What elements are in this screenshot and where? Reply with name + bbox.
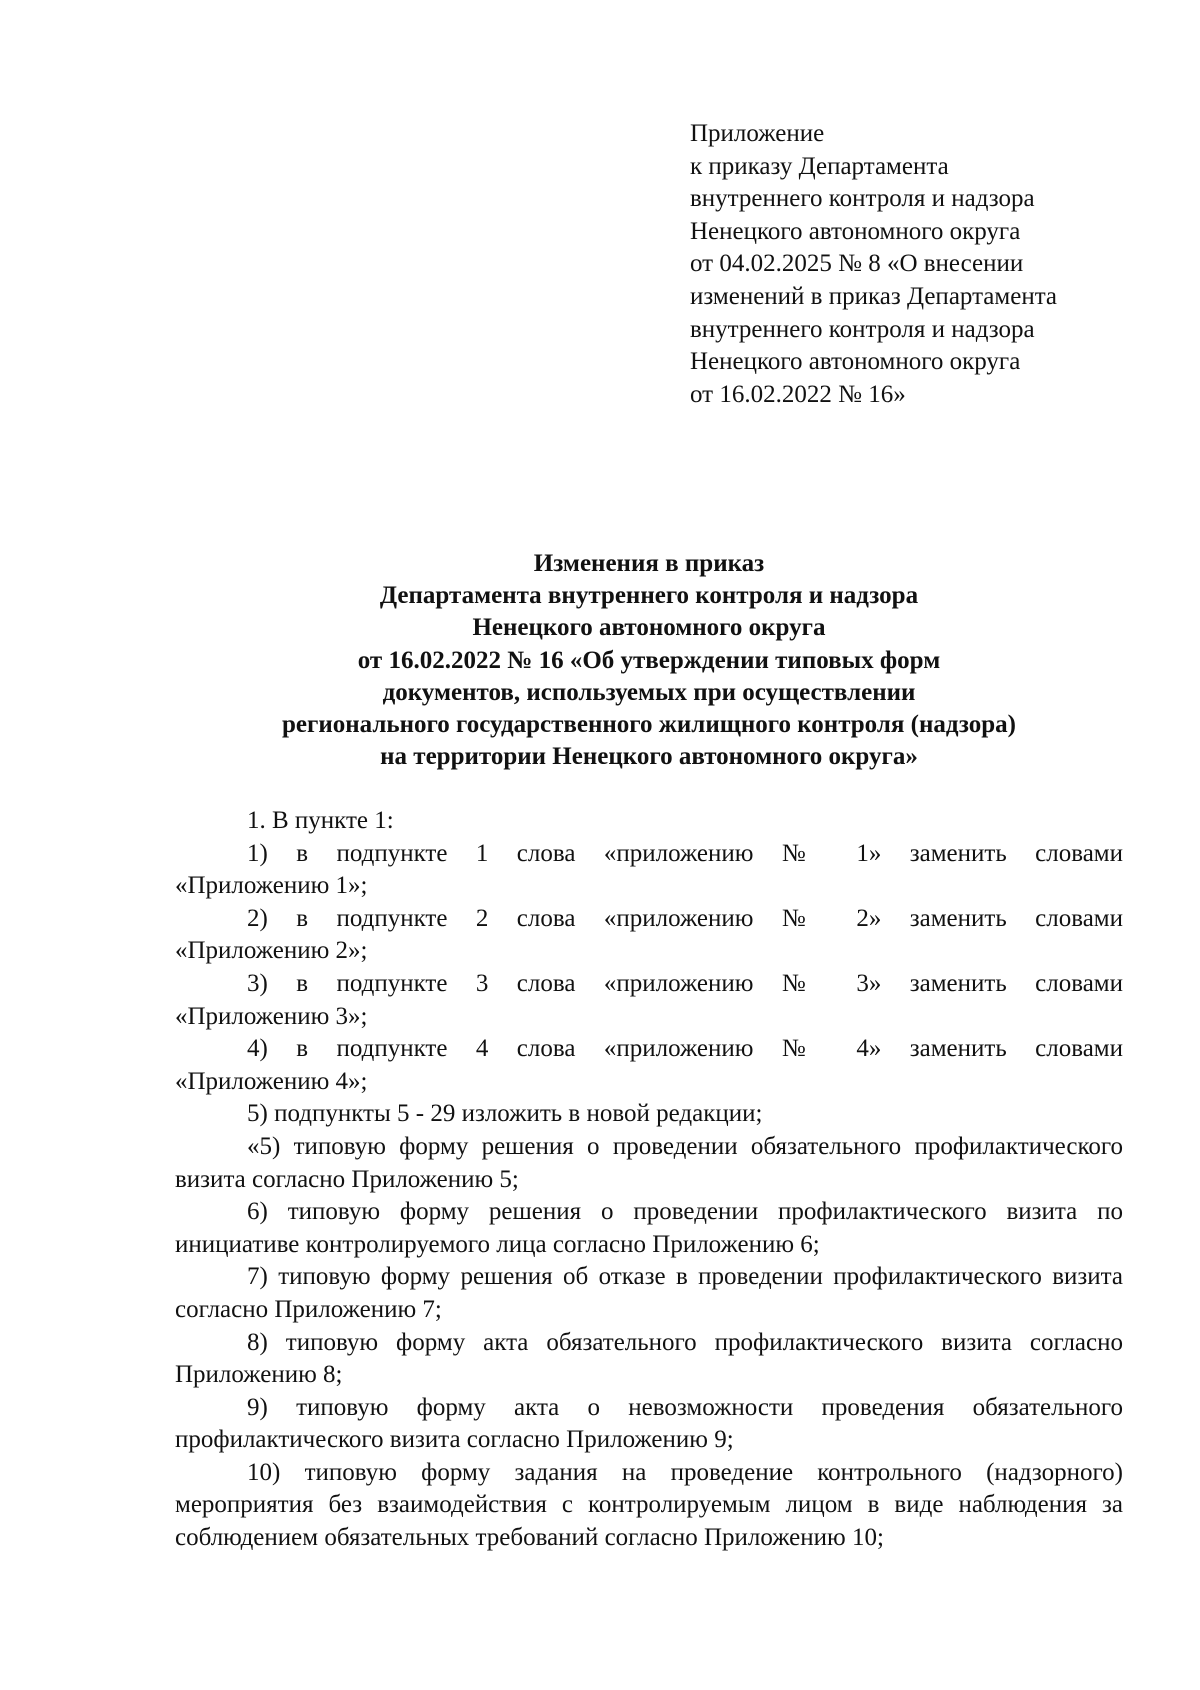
subpoint-4-line: 4) в подпункте 4 слова «приложению № 4» заменить словами (247, 1035, 1123, 1063)
appendix-line: от 16.02.2022 № 16» (690, 380, 906, 408)
subpoint-1-line: 1) в подпункте 1 слова «приложению № 1» заменить словами (247, 839, 1123, 867)
list-item-9: 9) типовую форму акта о невозможности проведения обязательного профилактического визита согласно Приложению 9; (175, 1393, 1123, 1454)
appendix-line: к приказу Департамента (690, 152, 949, 180)
subpoint-3-continuation: «Приложению 3»; (175, 1002, 368, 1030)
title-line: документов, используемых при осуществлении (382, 678, 916, 706)
document-body (175, 805, 1123, 1555)
point-1: 1. В пункте 1: (247, 807, 394, 834)
appendix-line: Приложение (690, 120, 825, 147)
appendix-line: от 04.02.2025 № 8 «О внесении (690, 250, 1024, 278)
subpoint-5: 5) подпункты 5 - 29 изложить в новой редакции; (247, 1100, 763, 1128)
appendix-line: внутреннего контроля и надзора (690, 315, 1035, 343)
list-item-10: 10) типовую форму задания на проведение контрольного (надзорного) мероприятия без взаимодействия с контролируемым лицом в виде наблюдения за соблюдением обязательных требований согласно Приложению 10; (175, 1458, 1123, 1552)
title-line: Ненецкого автономного округа (472, 614, 826, 642)
list-item-7: 7) типовую форму решения об отказе в проведении профилактического визита согласно Приложению 7; (175, 1263, 1123, 1323)
subpoint-4-continuation: «Приложению 4»; (175, 1067, 368, 1095)
title-line: Изменения в приказ (533, 550, 765, 577)
title-line: регионального государственного жилищного контроля (надзора) (282, 711, 1016, 739)
subpoint-2-line: 2) в подпункте 2 слова «приложению № 2» заменить словами (247, 904, 1123, 932)
subpoint-1-continuation: «Приложению 1»; (175, 872, 368, 900)
document-title (175, 548, 1123, 773)
title-line: на территории Ненецкого автономного округа» (380, 743, 918, 771)
list-item-5: «5) типовую форму решения о проведении обязательного профилактического визита согласно Приложению 5; (175, 1132, 1123, 1193)
title-line: от 16.02.2022 № 16 «Об утверждении типовых форм (357, 646, 941, 674)
appendix-line: Ненецкого автономного округа (690, 217, 1021, 245)
appendix-line: Ненецкого автономного округа (690, 348, 1021, 376)
appendix-line: изменений в приказ Департамента (690, 282, 1058, 310)
appendix-line: внутреннего контроля и надзора (690, 185, 1035, 213)
subpoint-2-continuation: «Приложению 2»; (175, 937, 368, 965)
title-line: Департамента внутреннего контроля и надзора (379, 582, 919, 610)
appendix-header (690, 118, 1160, 411)
list-item-6: 6) типовую форму решения о проведении профилактического визита по инициативе контролируемого лица согласно Приложению 6; (175, 1198, 1123, 1258)
list-item-8: 8) типовую форму акта обязательного профилактического визита согласно Приложению 8; (175, 1328, 1123, 1389)
subpoint-3-line: 3) в подпункте 3 слова «приложению № 3» заменить словами (247, 969, 1123, 997)
